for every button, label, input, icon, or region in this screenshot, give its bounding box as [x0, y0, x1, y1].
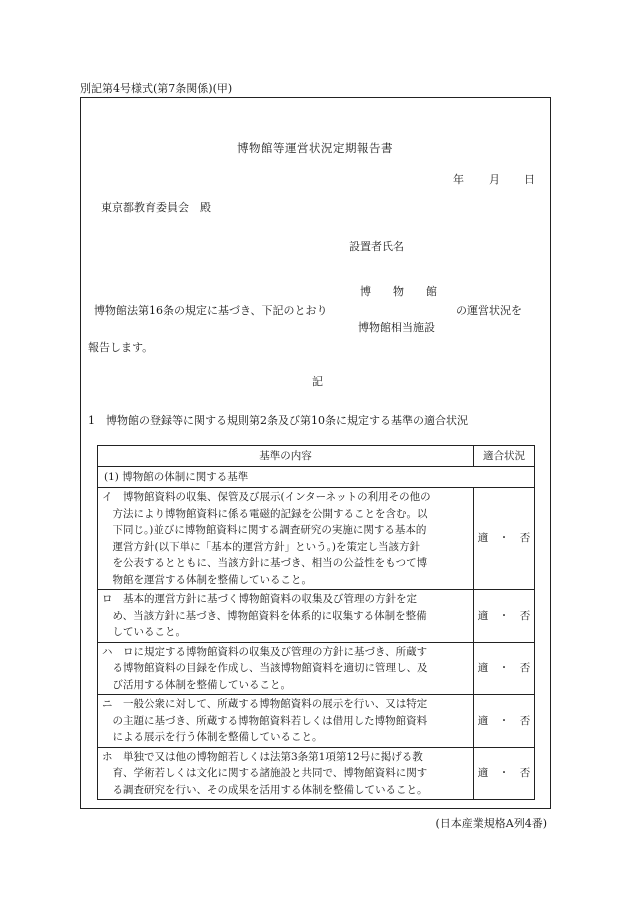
- date-month: 月: [489, 173, 500, 186]
- status-text: の運営状況を: [456, 304, 522, 317]
- table-row: [98, 695, 535, 748]
- date-day: 日: [524, 173, 535, 186]
- status-cell[interactable]: 適 ・ 否: [474, 695, 535, 748]
- museum-kind-option-museum: 博 物 館: [360, 285, 437, 298]
- status-cell[interactable]: 適 ・ 否: [474, 590, 535, 643]
- addressee: 東京都教育委員会 殿: [101, 201, 211, 214]
- table-row: [98, 590, 535, 643]
- criterion-ho: ホ 単独で又は他の博物館若しくは法第3条第1項第12号に掲げる教 育、学術若しくは文化に関する諸施設と共同で、博物館資料に関す る調査研究を行い、その成果を活用する体制を整備していること。: [98, 747, 474, 800]
- criterion-ni: ニ 一般公衆に対して、所蔵する博物館資料の展示を行い、又は特定 の主題に基づき、所蔵する博物館資料若しくは借用した博物館資料 による展示を行う体制を整備していること。: [98, 695, 474, 748]
- table-row: [98, 488, 535, 590]
- status-cell[interactable]: 適 ・ 否: [474, 488, 535, 590]
- subheading: (1) 博物館の体制に関する基準: [98, 467, 535, 488]
- criterion-i: イ 博物館資料の収集、保管及び展示(インターネットの利用その他の 方法により博物館資料に係る電磁的記録を公開することを含む。以 下同じ。)並びに博物館資料に関する調査研究の実施に関する基本的 運営方針(以下単に「基本的運営方針」という。)を策定し当該方針 を公表するとともに、当該方針に基づき、相当の公益性をもつて博 物館を運営する体制を整備していること。: [98, 488, 474, 590]
- table-row: [98, 747, 535, 800]
- founder-name-label: 設置者氏名: [349, 240, 404, 253]
- table-header-row: [98, 446, 535, 467]
- criterion-ro: ロ 基本的運営方針に基づく博物館資料の収集及び管理の方針を定 め、当該方針に基づき、博物館資料を体系的に収集する体制を整備 していること。: [98, 590, 474, 643]
- document-title: 博物館等運営状況定期報告書: [237, 141, 393, 155]
- section-1-heading: 1 博物館の登録等に関する規則第2条及び第10条に規定する基準の適合状況: [88, 414, 468, 427]
- criteria-table: [97, 445, 535, 800]
- status-cell[interactable]: 適 ・ 否: [474, 747, 535, 800]
- header-status: 適合状況: [474, 446, 535, 467]
- date-year: 年: [453, 173, 464, 186]
- report-text: 報告します。: [88, 341, 154, 354]
- ki-heading: 記: [312, 375, 323, 388]
- form-label: 別記第4号様式(第7条関係)(甲): [80, 82, 233, 95]
- paper-size-note: (日本産業規格A列4番): [435, 817, 547, 830]
- header-content: 基準の内容: [98, 446, 474, 467]
- table-subheading-row: [98, 467, 535, 488]
- museum-kind-option-equivalent: 博物館相当施設: [358, 321, 435, 334]
- criterion-ha: ハ ロに規定する博物館資料の収集及び管理の方針に基づき、所蔵す る博物館資料の目録を作成し、当該博物館資料を適切に管理し、及 び活用する体制を整備していること。: [98, 642, 474, 695]
- law-text: 博物館法第16条の規定に基づき、下記のとおり: [94, 304, 328, 317]
- table-row: [98, 642, 535, 695]
- status-cell[interactable]: 適 ・ 否: [474, 642, 535, 695]
